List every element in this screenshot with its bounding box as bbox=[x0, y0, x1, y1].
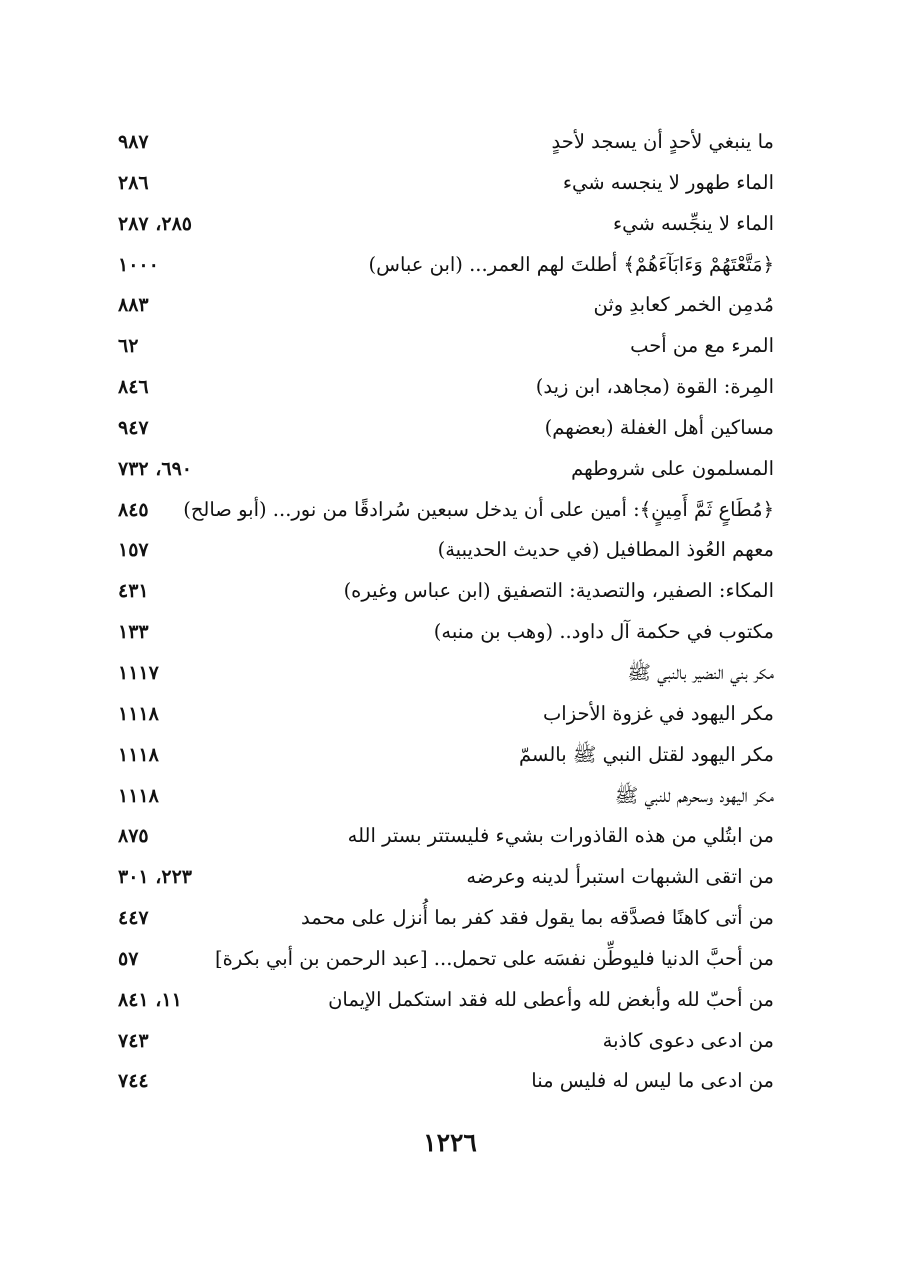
entry-text: المكاء: الصفير، والتصدية: التصفيق (ابن عباس وغيره) bbox=[343, 579, 774, 603]
entry-page-ref: ٤٤٧ bbox=[118, 907, 149, 930]
index-entry bbox=[118, 285, 774, 326]
index-entry bbox=[118, 204, 774, 245]
entry-text: مكتوب في حكمة آل داود.. (وهب بن منبه) bbox=[433, 620, 774, 644]
index-entry bbox=[118, 163, 774, 204]
index-entry bbox=[118, 122, 774, 163]
entry-page-ref: ١٥٧ bbox=[118, 539, 149, 562]
index-entry bbox=[118, 980, 774, 1021]
entry-page-ref: ٦٩٠، ٧٣٢ bbox=[118, 457, 192, 480]
entry-page-ref: ٤٣١ bbox=[118, 580, 149, 603]
entry-page-ref: ٩٤٧ bbox=[118, 416, 149, 439]
entry-text: من ابتُلي من هذه القاذورات بشيء فليستتر بستر الله bbox=[347, 824, 774, 848]
entry-text: معهم العُوذ المطافيل (في حديث الحديبية) bbox=[437, 538, 774, 562]
entry-text: مكر اليهود وسحرهم للنبي ﷺ bbox=[614, 783, 774, 807]
index-entry bbox=[118, 857, 774, 898]
entry-text: مكر اليهود في غزوة الأحزاب bbox=[542, 701, 774, 725]
entry-page-ref: ٨٤٥ bbox=[118, 498, 149, 521]
entry-page-ref: ١٠٠٠ bbox=[118, 253, 159, 276]
entry-text: ﴿مَتَّعْتَهُمْ وَءَابَآءَهُمْ﴾ أطلتَ لهم العمر... (ابن عباس) bbox=[368, 252, 774, 276]
index-entry bbox=[118, 612, 774, 653]
index-entry bbox=[118, 939, 774, 980]
entry-page-ref: ٥٧ bbox=[118, 947, 139, 970]
entry-text: مُدمِن الخمر كعابدِ وثن bbox=[593, 293, 774, 317]
entry-page-ref: ٨٤٦ bbox=[118, 376, 149, 399]
index-entry bbox=[118, 490, 774, 531]
index-entry bbox=[118, 694, 774, 735]
index-entry bbox=[118, 245, 774, 286]
entry-page-ref: ٨٧٥ bbox=[118, 825, 149, 848]
entry-page-ref: ١١، ٨٤١ bbox=[118, 988, 182, 1011]
entry-page-ref: ١١١٧ bbox=[118, 661, 159, 684]
index-entry bbox=[118, 816, 774, 857]
entry-text: مكر بني النضير بالنبي ﷺ bbox=[627, 660, 774, 684]
entry-text: المِرة: القوة (مجاهد، ابن زيد) bbox=[535, 375, 774, 399]
entry-page-ref: ٢٨٥، ٢٨٧ bbox=[118, 212, 192, 235]
entry-page-ref: ١٣٣ bbox=[118, 621, 149, 644]
index-entry bbox=[118, 898, 774, 939]
entry-text: مساكين أهل الغفلة (بعضهم) bbox=[544, 415, 774, 439]
entry-text: ﴿مُطَاعٍ ثَمَّ أَمِينٍ﴾: أمين على أن يدخل سبعين سُرادقًا من نور... (أبو صالح) bbox=[183, 497, 774, 521]
entry-page-ref: ٩٨٧ bbox=[118, 131, 149, 153]
index-entry-list bbox=[118, 122, 774, 1102]
page-number: ١٢٢٦ bbox=[423, 1128, 477, 1157]
entry-text: المرء مع من أحب bbox=[630, 334, 774, 358]
index-entry bbox=[118, 1061, 774, 1102]
entry-page-ref: ١١١٨ bbox=[118, 743, 159, 766]
index-entry bbox=[118, 408, 774, 449]
entry-text: من ادعى ما ليس له فليس منا bbox=[531, 1069, 774, 1093]
index-entry bbox=[118, 1021, 774, 1062]
entry-text: من أحبّ لله وأبغض لله وأعطى لله فقد استكمل الإيمان bbox=[328, 987, 774, 1011]
entry-text: الماء لا ينجِّسه شيء bbox=[613, 211, 774, 235]
entry-page-ref: ٧٤٤ bbox=[118, 1070, 149, 1093]
index-entry bbox=[118, 326, 774, 367]
entry-text: المسلمون على شروطهم bbox=[571, 456, 774, 480]
index-entry bbox=[118, 735, 774, 776]
index-entry bbox=[118, 367, 774, 408]
entry-text: الماء طهور لا ينجسه شيء bbox=[562, 170, 774, 194]
entry-page-ref: ٧٤٣ bbox=[118, 1029, 149, 1052]
entry-text: من أتى كاهنًا فصدَّقه بما يقول فقد كفر بما أُنزل على محمد bbox=[301, 906, 774, 930]
entry-text: من اتقى الشبهات استبرأ لدينه وعرضه bbox=[466, 865, 774, 889]
entry-page-ref: ٦٢ bbox=[118, 335, 139, 358]
index-entry bbox=[118, 571, 774, 612]
index-entry bbox=[118, 449, 774, 490]
entry-page-ref: ٢٢٣، ٣٠١ bbox=[118, 866, 192, 889]
entry-text: من ادعى دعوى كاذبة bbox=[602, 1028, 774, 1052]
entry-page-ref: ٢٨٦ bbox=[118, 171, 149, 194]
index-entry bbox=[118, 776, 774, 817]
index-entry bbox=[118, 653, 774, 694]
entry-text: ما ينبغي لأحدٍ أن يسجد لأحدٍ bbox=[551, 130, 774, 153]
entry-page-ref: ٨٨٣ bbox=[118, 294, 149, 317]
index-entry bbox=[118, 530, 774, 571]
entry-page-ref: ١١١٨ bbox=[118, 702, 159, 725]
entry-text: من أحبَّ الدنيا فليوطِّن نفسَه على تحمل... [عبد الرحمن بن أبي بكرة] bbox=[215, 946, 774, 970]
entry-text: مكر اليهود لقتل النبي ﷺ بالسمّ bbox=[518, 742, 774, 766]
entry-page-ref: ١١١٨ bbox=[118, 784, 159, 807]
